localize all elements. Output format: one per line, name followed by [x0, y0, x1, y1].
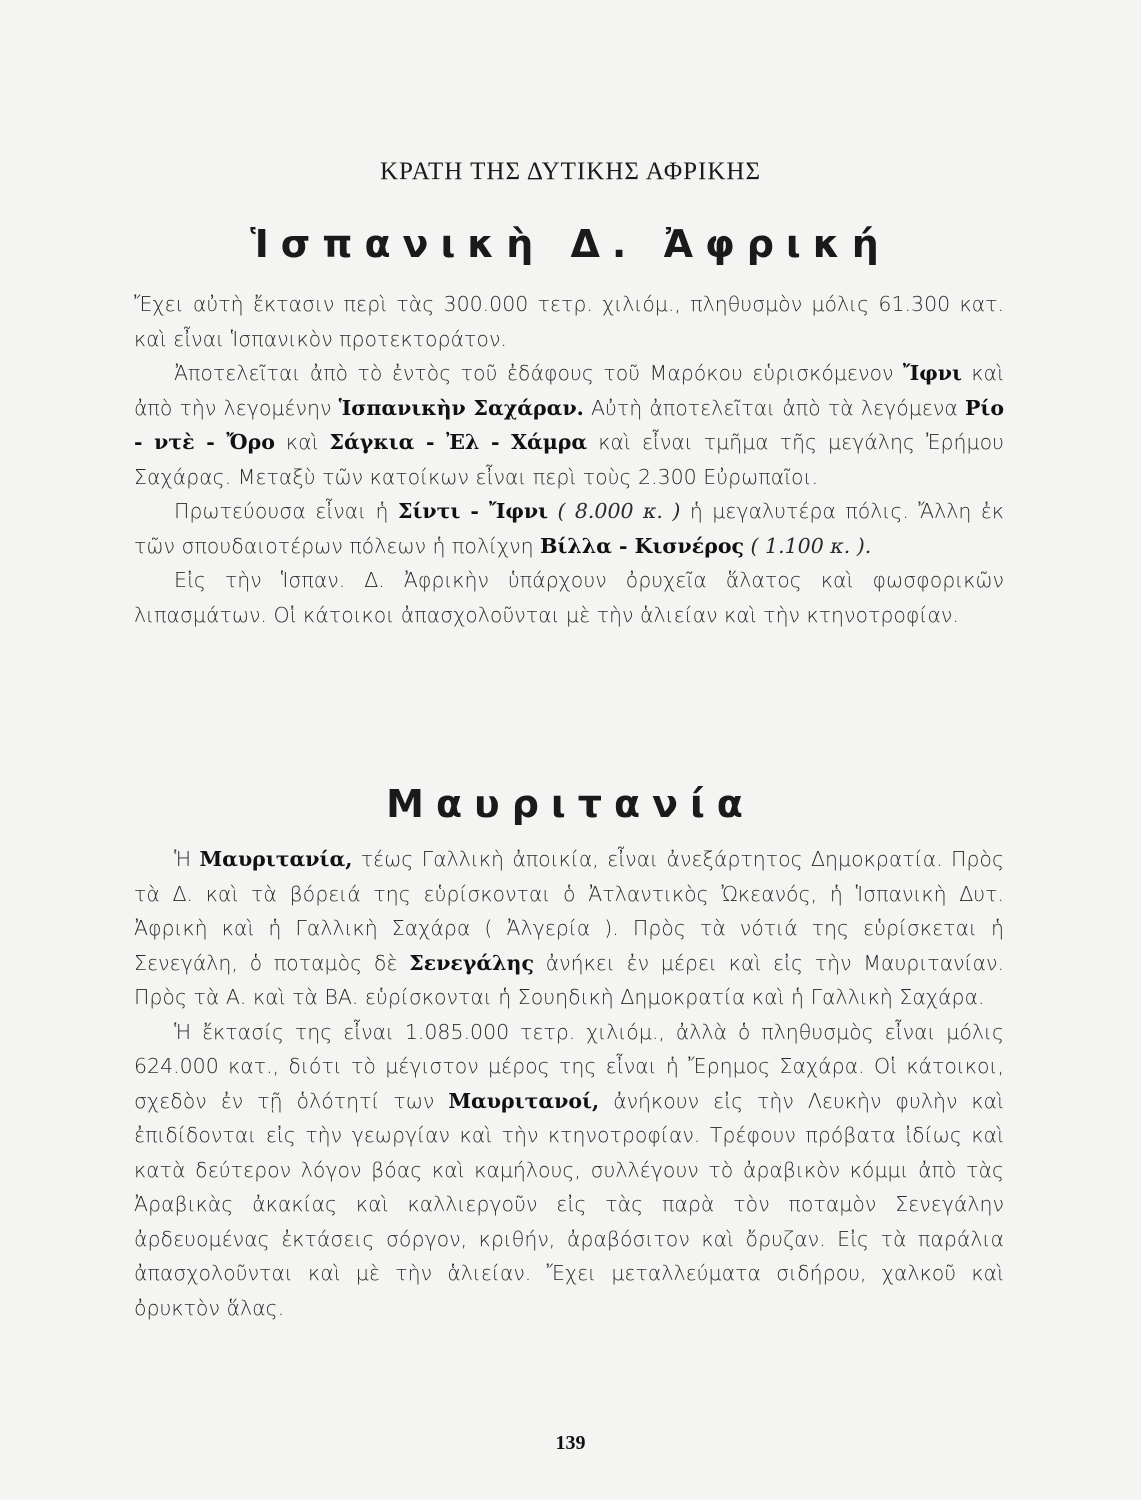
place-name: Σάγκια - Ἐλ - Χάμρα — [329, 430, 588, 454]
section-body-spanish-west-africa — [134, 287, 1004, 632]
population-note: ( 8.000 κ. ) — [557, 499, 681, 523]
paragraph: Εἰς τὴν Ἱσπαν. Δ. Ἀφρικὴν ὑπάρχουν ὀρυχεῖα ἅλατος καὶ φωσφορικῶν λιπασμάτων. Οἱ κάτοικοι ἀπασχολοῦνται μὲ τὴν ἁλιείαν καὶ τὴν κτηνοτροφίαν. — [134, 568, 1004, 627]
place-name: Ἱσπανικὴν Σαχάραν. — [338, 395, 584, 420]
paragraph: Ἀποτελεῖται ἀπὸ τὸ ἐντὸς τοῦ ἐδάφους τοῦ Μαρόκου εὑρισκόμενον Ἴφνι καὶ ἀπὸ τὴν λεγομένην Ἱσπανικὴν Σαχάραν. Αὐτὴ ἀποτελεῖται ἀπὸ τὰ λεγόμενα Ρίο - ντὲ - Ὄρο καὶ Σάγκια - Ἐλ - Χάμρα καὶ εἶναι τμῆμα τῆς μεγάλης Ἐρήμου Σαχάρας. Μεταξὺ τῶν κατοίκων εἶναι περὶ τοὺς 2.300 Εὐρωπαῖοι. — [134, 361, 1004, 489]
paragraph: Ἡ ἔκτασίς της εἶναι 1.085.000 τετρ. χιλιόμ., ἀλλὰ ὁ πληθυσμὸς εἶναι μόλις 624.000 κατ., διότι τὸ μέγιστον μέρος της εἶναι ἡ Ἔρημος Σαχάρα. Οἱ κάτοικοι, σχεδὸν ἐν τῇ ὁλότητί των Μαυριτανοί, ἀνήκουν εἰς τὴν Λευκὴν φυλὴν καὶ ἐπιδίδονται εἰς τὴν γεωργίαν καὶ τὴν κτηνοτροφίαν. Τρέφουν πρόβατα ἰδίως καὶ κατὰ δεύτερον λόγον βόας καὶ καμήλους, συλλέγουν τὸ ἀραβικὸν κόμμι ἀπὸ τὰς Ἀραβικὰς ἀκακίας καὶ καλλιεργοῦν εἰς τὰς παρὰ τὸν ποταμὸν Σενεγάλην ἀρδευομένας ἐκτάσεις σόργον, κριθήν, ἀραβόσιτον καὶ ὄρυζαν. Εἰς τὰ παράλια ἀπασχολοῦνται καὶ μὲ τὴν ἁλιείαν. Ἔχει μεταλλεύματα σιδήρου, χαλκοῦ καὶ ὀρυκτὸν ἅλας. — [134, 1019, 1004, 1320]
paragraph: Ἔχει αὐτὴ ἔκτασιν περὶ τὰς 300.000 τετρ. χιλιόμ., πληθυσμὸν μόλις 61.300 κατ. καὶ εἶναι Ἱσπανικὸν προτεκτοράτον. — [134, 292, 1004, 351]
page-number: 139 — [555, 1432, 586, 1454]
running-header: ΚΡΑΤΗ ΤΗΣ ΔΥΤΙΚΗΣ ΑΦΡΙΚΗΣ — [380, 158, 761, 185]
place-name: Σίντι - Ἴφνι — [397, 499, 549, 523]
section-body-mauritania — [134, 842, 1004, 1325]
paragraph: Ἡ Μαυριτανία, τέως Γαλλικὴ ἀποικία, εἶναι ἀνεξάρτητος Δημοκρατία. Πρὸς τὰ Δ. καὶ τὰ βόρειά της εὑρίσκονται ὁ Ἀτλαντικὸς Ὠκεανός, ἡ Ἱσπανικὴ Δυτ. Ἀφρικὴ καὶ ἡ Γαλλικὴ Σαχάρα ( Ἀλγερία ). Πρὸς τὰ νότιά της εὑρίσκεται ἡ Σενεγάλη, ὁ ποταμὸς δὲ Σενεγάλης ἀνήκει ἐν μέρει καὶ εἰς τὴν Μαυριτανίαν. Πρὸς τὰ Α. καὶ τὰ ΒΑ. εὑρίσκονται ἡ Σουηδικὴ Δημοκρατία καὶ ἡ Γαλλικὴ Σαχάρα. — [134, 847, 1004, 1009]
place-name: Βίλλα - Κισνέρος — [540, 533, 744, 558]
place-name: Μαυριτανία, — [199, 847, 353, 871]
people-name: Μαυριτανοί, — [448, 1088, 600, 1113]
place-name: Ρίο - ντὲ - Ὄρο — [134, 395, 1004, 454]
section-title-spanish-west-africa: Ἱσπανικὴ Δ. Ἀφρική — [250, 222, 891, 266]
place-name: Ἴφνι — [902, 361, 962, 385]
population-note: ( 1.100 κ. ). — [750, 533, 872, 558]
paragraph: Πρωτεύουσα εἶναι ἡ Σίντι - Ἴφνι ( 8.000 κ. ) ἡ μεγαλυτέρα πόλις. Ἄλλη ἐκ τῶν σπουδαιοτέρων πόλεων ἡ πολίχνη Βίλλα - Κισνέρος ( 1.100 κ. ). — [134, 499, 1005, 558]
place-name: Σενεγάλης — [409, 950, 534, 975]
section-title-mauritania: Μαυριτανία — [386, 782, 755, 826]
